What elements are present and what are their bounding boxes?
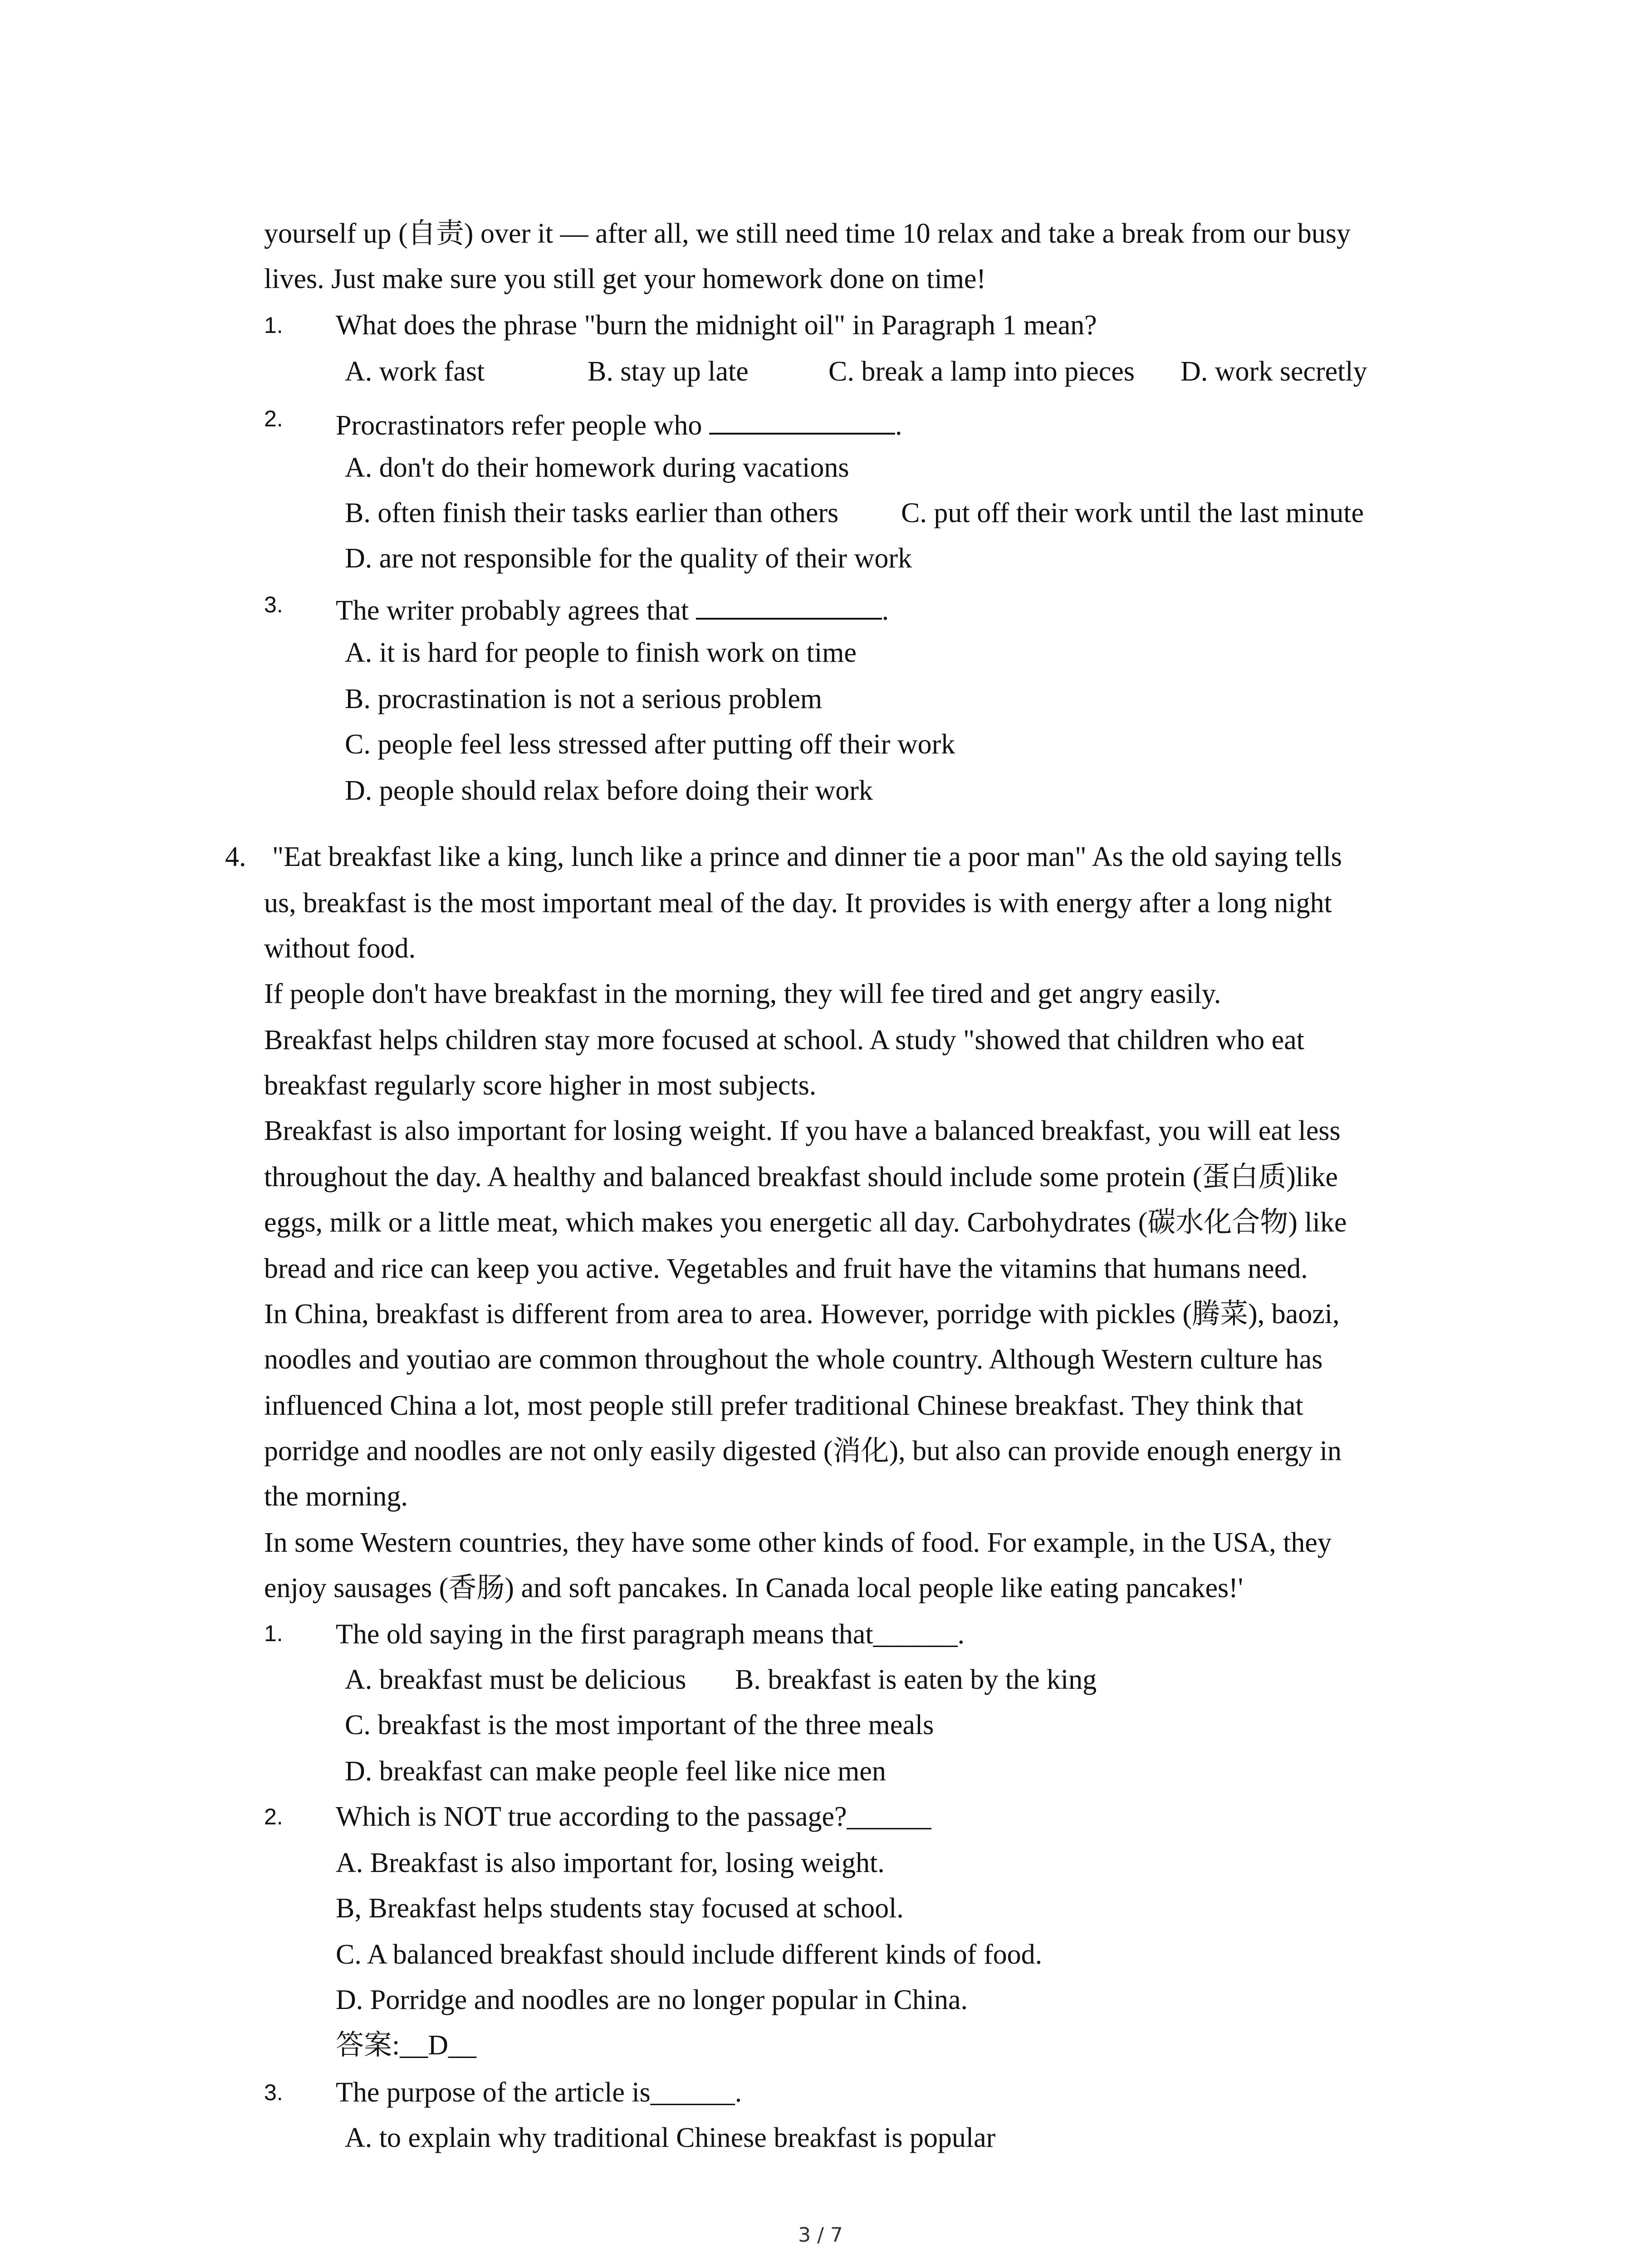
passage-line: enjoy sausages (香肠) and soft pancakes. In Canada local people like eating pancakes!' [264,1573,1243,1603]
answer-value: __D__ [400,2030,477,2061]
passage-line: eggs, milk or a little meat, which makes you energetic all day. Carbohydrates (碳水化合物) like [264,1207,1347,1238]
option-c: C. put off their work until the last minute [901,498,1364,528]
question-text: The purpose of the article is______. [336,2077,742,2108]
option-d: D. breakfast can make people feel like nice men [345,1756,886,1787]
question-text: Procrastinators refer people who . [336,407,902,440]
option-c: C. breakfast is the most important of the three meals [345,1710,934,1740]
option-d: D. work secretly [1181,356,1367,387]
page-number: 3 / 7 [798,2224,843,2247]
question-number: 3. [264,592,283,617]
passage-line: noodles and youtiao are common throughout the whole country. Although Western culture has [264,1344,1323,1375]
option-b: B. stay up late [588,356,749,387]
passage-line: If people don't have breakfast in the morning, they will fee tired and get angry easily. [264,978,1221,1009]
passage-number: 4. [225,841,246,872]
question-text: The old saying in the first paragraph means that______. [336,1619,965,1650]
option-d: D. are not responsible for the quality of their work [345,543,912,574]
option-a: A. it is hard for people to finish work on time [345,637,857,668]
question-number: 1. [264,313,283,338]
option-b: B. breakfast is eaten by the king [735,1664,1097,1695]
answer-blank [709,407,895,435]
passage-line: Breakfast helps children stay more focused at school. A study "showed that children who eat [264,1025,1304,1056]
option-b: B, Breakfast helps students stay focused at school. [336,1893,904,1924]
passage-line: influenced China a lot, most people still prefer traditional Chinese breakfast. They think that [264,1390,1303,1421]
option-d: D. Porridge and noodles are no longer popular in China. [336,1984,968,2015]
option-a: A. to explain why traditional Chinese breakfast is popular [345,2122,996,2153]
passage-line: breakfast regularly score higher in most subjects. [264,1070,817,1101]
answer-line [336,2031,476,2059]
question-number: 3. [264,2080,283,2105]
option-a: A. Breakfast is also important for, losing weight. [336,1848,885,1878]
question-number: 1. [264,1621,283,1646]
answer-blank [696,592,882,620]
question-text: Which is NOT true according to the passage?______ [336,1801,931,1832]
passage-line: the morning. [264,1481,408,1512]
passage-line: Breakfast is also important for losing weight. If you have a balanced breakfast, you will eat less [264,1115,1341,1146]
question-text: What does the phrase "burn the midnight oil" in Paragraph 1 mean? [336,310,1097,341]
passage-line: us, breakfast is the most important meal of the day. It provides is with energy after a long night [264,888,1332,919]
option-c: C. people feel less stressed after putting off their work [345,729,955,760]
question-number: 2. [264,406,283,431]
passage-line: In some Western countries, they have some other kinds of food. For example, in the USA, they [264,1527,1332,1558]
option-b: B. procrastination is not a serious problem [345,684,823,714]
passage-line: In China, breakfast is different from area to area. However, porridge with pickles (腾菜), baozi, [264,1299,1340,1330]
question-number: 2. [264,1804,283,1829]
option-a: A. breakfast must be delicious [345,1664,686,1695]
passage-line: throughout the day. A healthy and balanced breakfast should include some protein (蛋白质)like [264,1162,1338,1193]
passage-line: porridge and noodles are not only easily digested (消化), but also can provide enough energy in [264,1436,1342,1466]
option-a: A. don't do their homework during vacations [345,452,849,483]
option-c: C. A balanced breakfast should include different kinds of food. [336,1939,1043,1970]
passage-line: without food. [264,933,416,964]
option-b: B. often finish their tasks earlier than others [345,498,839,528]
intro-line-1: yourself up (自责) over it — after all, we still need time 10 relax and take a break from our busy [264,218,1351,249]
question-text: The writer probably agrees that . [336,592,889,625]
passage-line: "Eat breakfast like a king, lunch like a prince and dinner tie a poor man" As the old saying tells [272,841,1342,872]
answer-label: 答案: [336,2030,400,2061]
passage-line: bread and rice can keep you active. Vegetables and fruit have the vitamins that humans need. [264,1253,1308,1284]
intro-line-2: lives. Just make sure you still get your homework done on time! [264,264,986,294]
option-c: C. break a lamp into pieces [828,356,1135,387]
option-d: D. people should relax before doing their work [345,775,873,806]
option-a: A. work fast [345,356,485,387]
